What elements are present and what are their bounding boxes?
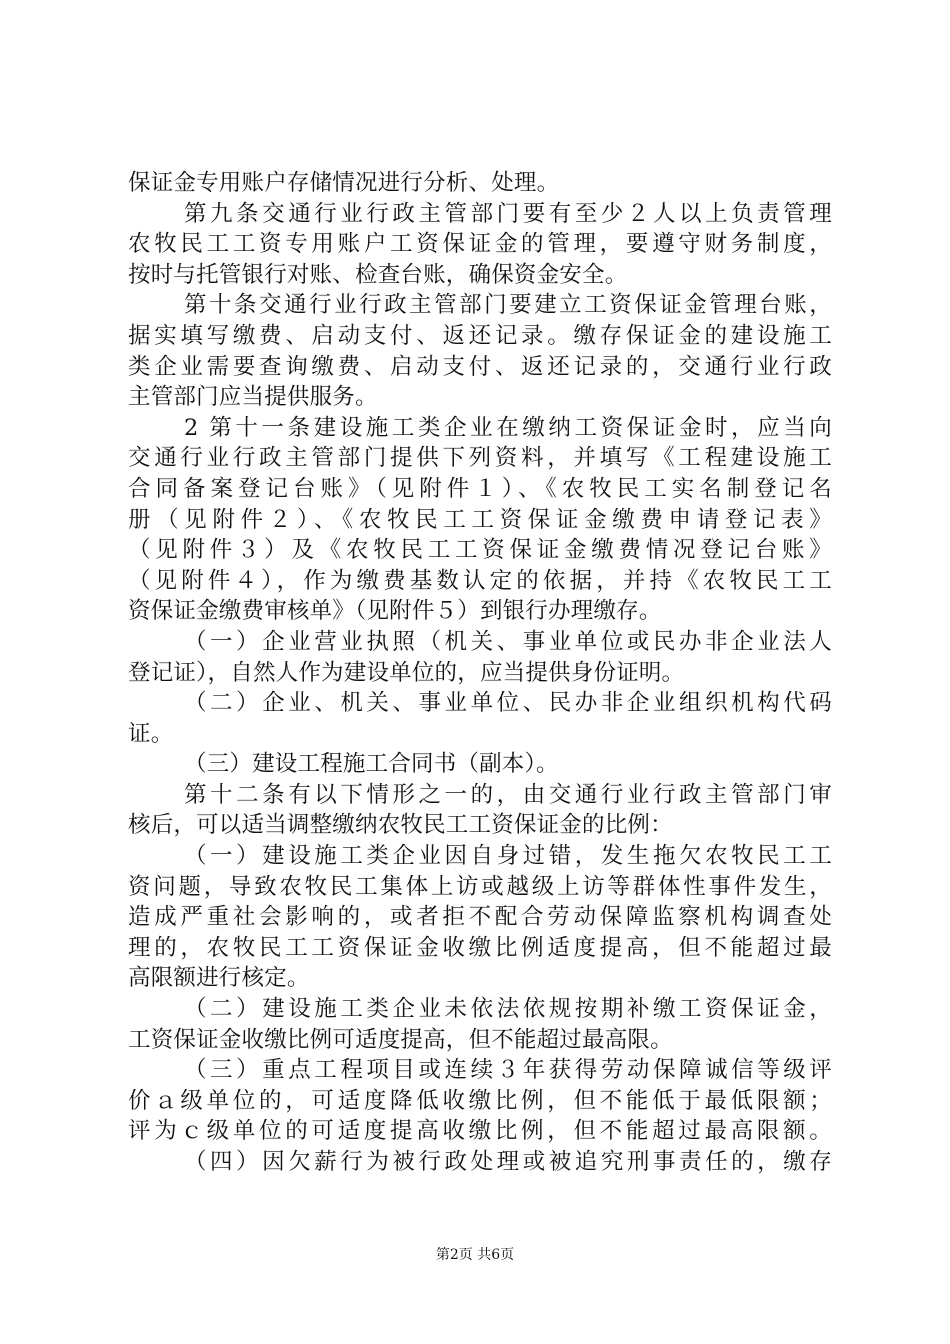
text-line: （见附件４），作为缴费基数认定的依据，并持《农牧民工工 bbox=[128, 567, 832, 594]
text-line: 保证金专用账户存储情况进行分析、处理。 bbox=[128, 170, 560, 196]
text-line: 登记证），自然人作为建设单位的，应当提供身份证明。 bbox=[128, 659, 685, 686]
text-line: 类企业需要查询缴费、启动支付、返还记录的，交通行业行政 bbox=[128, 353, 832, 380]
text-line: （二）企业、机关、事业单位、民办非企业组织机构代码 bbox=[184, 690, 832, 717]
text-line: （四）因欠薪行为被行政处理或被追究刑事责任的，缴存 bbox=[184, 1149, 832, 1175]
text-line: 2 第十一条建设施工类企业在缴纳工资保证金时，应当向 bbox=[184, 414, 832, 441]
text-line: （二）建设施工类企业未依法依规按期补缴工资保证金， bbox=[184, 996, 832, 1023]
text-line: 合同备案登记台账》（见附件１）、《农牧民工实名制登记名 bbox=[128, 475, 832, 502]
text-line: 交通行业行政主管部门提供下列资料，并填写《工程建设施工 bbox=[128, 445, 832, 472]
text-line: 高限额进行核定。 bbox=[128, 965, 310, 992]
text-line: 册（见附件２）、《农牧民工工资保证金缴费申请登记表》 bbox=[128, 506, 832, 533]
text-line: 资问题，导致农牧民工集体上访或越级上访等群体性事件发生， bbox=[128, 873, 832, 900]
document-body bbox=[128, 168, 832, 1178]
text-line: 第十条交通行业行政主管部门要建立工资保证金管理台账， bbox=[184, 292, 832, 319]
text-line: （三）建设工程施工合同书（副本）。 bbox=[184, 751, 559, 778]
text-line: 造成严重社会影响的，或者拒不配合劳动保障监察机构调查处 bbox=[128, 904, 832, 931]
text-line: 工资保证金收缴比例可适度提高，但不能超过最高限。 bbox=[128, 1026, 673, 1053]
text-line: 农牧民工工资专用账户工资保证金的管理，要遵守财务制度， bbox=[128, 231, 832, 258]
text-line: （三）重点工程项目或连续３年获得劳动保障诚信等级评 bbox=[184, 1057, 832, 1084]
text-line: 价ａ级单位的，可适度降低收缴比例，但不能低于最低限额； bbox=[128, 1087, 832, 1114]
text-line: 第九条交通行业行政主管部门要有至少２人以上负责管理 bbox=[184, 200, 832, 227]
text-line: 按时与托管银行对账、检查台账，确保资金安全。 bbox=[128, 261, 628, 288]
text-line: （见附件３）及《农牧民工工资保证金缴费情况登记台账》 bbox=[128, 537, 832, 564]
text-line: 证。 bbox=[128, 720, 174, 747]
text-line: 核后，可以适当调整缴纳农牧民工工资保证金的比例： bbox=[128, 812, 673, 839]
text-line: （一）企业营业执照（机关、事业单位或民办非企业法人 bbox=[184, 628, 832, 655]
text-line: 评为ｃ级单位的可适度提高收缴比例，但不能超过最高限额。 bbox=[128, 1118, 832, 1145]
text-line: 资保证金缴费审核单》（见附件５）到银行办理缴存。 bbox=[128, 598, 662, 625]
text-line: 理的，农牧民工工资保证金收缴比例适度提高，但不能超过最 bbox=[128, 934, 832, 961]
text-line: 第十二条有以下情形之一的，由交通行业行政主管部门审 bbox=[184, 781, 832, 808]
page-number-footer: 第2页 共6页 bbox=[435, 1247, 515, 1263]
text-line: 据实填写缴费、启动支付、返还记录。缴存保证金的建设施工 bbox=[128, 322, 832, 349]
text-line: 主管部门应当提供服务。 bbox=[128, 384, 378, 411]
text-line: （一）建设施工类企业因自身过错，发生拖欠农牧民工工 bbox=[184, 843, 832, 870]
